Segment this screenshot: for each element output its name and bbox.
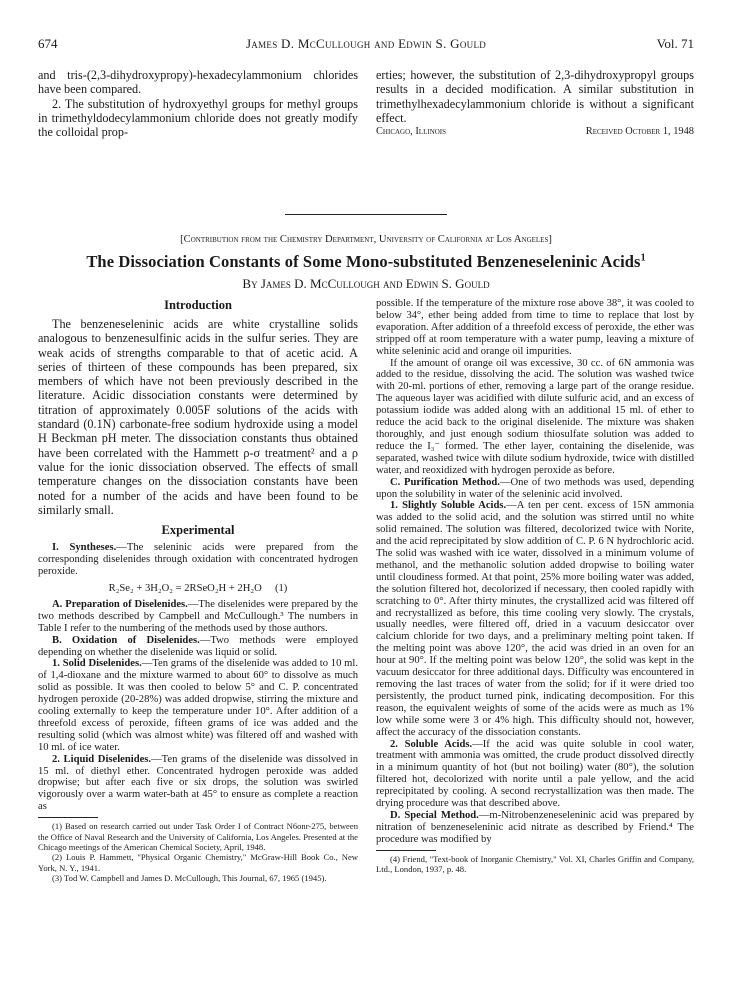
prev-left-para-1: and tris-(2,3-dihydroxypropy)-hexadecylammonium chlorides have been compared. [38,68,358,97]
running-title: James D. McCullough and Edwin S. Gould [245,36,487,51]
right-column [376,298,694,875]
solid-diselenides-para [38,658,358,753]
special-method-text: —m-Nitrobenzeneseleninic acid was prepared by nitration of benzeneseleninic acid nitrate as described by Friend.⁴ The procedure was modified by [376,809,694,845]
purification-para [376,477,694,501]
solid-diselenides-text: —Ten grams of the diselenide was added to 10 ml. of 1,4-dioxane and the mixture warmed to about 60° to dissolve as much solid as possible. It was then cooled to below 5° and C. P. concentrated hydrogen peroxide (20-28%) was added dropwise, stirring the mixture and cooling externally to keep the temperature under 10°. After addition of a threefold excess of peroxide, fifteen grams of ice was added and the resulting solid (which was almost white) was filtered off and washed with 10 ml. of ice water. [38,658,358,753]
byline [38,276,694,292]
article-title-text: The Dissociation Constants of Some Mono-substituted Benzeneseleninic Acids [86,252,641,271]
method-a-label: A. Preparation of Diselenides. [52,598,188,610]
separator-rule [285,214,447,215]
slightly-soluble-text: —A ten per cent. excess of 15N ammonia was added to the solid acid, and the solution was stirred until no white solid remained. The solution was filtered, decolorized twice with Norite, and the acid reprecipitated by slow addition of C. P. 6 N hydrochloric acid. The solid was washed with ice water, dissolved in a minimum volume of methanol, and the methanolic solution added dropwise to boiling water until cloudiness formed. At that point, 25% more boiling water was added, the solution filtered hot, decolorized if necessary, then cooled rapidly with scratching to 0°. After thirty minutes, the crystallized acid was filtered off and recrystallized as before, this time cooling very slowly. The crystals, usually needles, were filtered off, dried in a vacuum desiccator over calcium chloride for two days, and a preliminary melting point taken. If the melting point was above 120°, the acid was dried in an oven for an hour at 90°. If the melting point was below 120°, the solid was kept in the vacuum desiccator for three additional days. Difficulty was encountered in removing the last traces of water from the solid; for if it were dried too persistently, the product turned pink, indicating decomposition. For this reason, the equivalent weights of some of the acids were as much as 1% low while some were 3 or 4% high. This difficulty should not, however, affect the accuracy of the dissociation constants. [376,500,694,738]
prev-right-para: erties; however, the substitution of 2,3-dihydroxypropyl groups results in a decided modification. A similar substitution in trimethylhexadecylammonium chloride is without a significant effect. [376,68,694,125]
right-para-2: If the amount of orange oil was excessive, 30 cc. of 6N ammonia was added to the residue, dissolving the acid. The solution was washed twice with 20-ml. portions of ether, removing a large part of the orange residue. The aqueous layer was acidified with dilute sulfuric acid, and an excess of potassium iodide was added along with an additional 15 ml. of ether to reduce the acid back to the original diselenide. The mixture was shaken thoroughly, and just enough sodium thiosulfate solution was added to reduce the I₃⁻ formed. The ether layer, containing the diselenide, was separated, washed twice with dilute sodium hydroxide, twice with distilled water, and reoxidized with hydrogen peroxide as before. [376,357,694,476]
liquid-diselenides-label: 2. Liquid Diselenides. [52,753,152,765]
prev-article-left [38,68,358,139]
byline-by: By [242,276,258,291]
running-header [38,36,694,56]
prev-left-para-2: 2. The substitution of hydroxyethyl groups for methyl groups in trimethyldodecylammonium chloride does not greatly modify the colloidal prop- [38,96,358,140]
method-a-para [38,599,358,635]
location: Chicago, Illinois [376,126,447,138]
byline-authors: James D. McCullough and Edwin S. Gould [260,276,490,291]
slightly-soluble-label: 1. Slightly Soluble Acids. [390,500,507,512]
purification-label: C. Purification Method. [390,476,500,488]
title-footnote-mark: 1 [640,252,646,264]
method-b-text: —Two methods were employed depending on whether the diselenide was liquid or solid. [38,634,358,658]
purification-text: —One of two methods was used, depending upon the solubility in water of the seleninic acid involved. [376,476,694,500]
footnote-rule-right [376,850,436,851]
right-para-1: possible. If the temperature of the mixture rose above 38°, it was cooled to below 34°, ether being added from time to time to replace that lost by evaporation. After addition of a threefold excess of peroxide, the ether was stripped off at room temperature with a water pump, leaving a mixture of white seleninic acid and orange oil impurities. [376,298,694,357]
solid-diselenides-label: 1. Solid Diselenides. [52,658,142,670]
footnote-4: (4) Friend, "Text-book of Inorganic Chemistry," Vol. XI, Charles Griffin and Company, Ltd., London, 1937, p. 48. [376,853,694,875]
introduction-text: The benzeneseleninic acids are white crystalline solids analogous to benzenesulfinic acids in the sulfur series. They are weak acids of strengths comparable to that of acetic acid. A series of thirteen of these compounds has been prepared, six members of which have not been previously described in the literature. Acidic dissociation constants were determined by titration of approximately 0.005F solutions of the acids with standard (0.1N) carbonate-free sodium hydroxide using a model H Beckman pH meter. The dissociation constants thus obtained have been correlated with the Hammett ρ-σ treatment² and a ρ value for the ionic dissociation observed. The effects of small temperature changes on the dissociation constants have been noted for a number of the acids and have been found to be similarly small. [38,317,358,517]
footnote-rule [38,817,98,818]
volume-number: Vol. 71 [656,36,694,51]
soluble-acids-label: 2. Soluble Acids. [390,738,473,750]
method-b-para [38,635,358,659]
method-a-text: —The diselenides were prepared by the two methods described by Campbell and McCullough.³ The numbers in Table I refer to the numbering of the methods used by those authors. [38,598,358,634]
syntheses-label: I. Syntheses. [52,542,117,554]
special-method-para [376,810,694,846]
special-method-label: D. Special Method. [390,809,479,821]
equation-1 [38,583,358,594]
slightly-soluble-para [376,500,694,738]
page-number: 674 [38,36,58,51]
method-b-label: B. Oxidation of Diselenides. [52,634,200,646]
soluble-acids-text: —If the acid was quite soluble in cool water, treatment with ammonia was omitted, the crude product dissolved directly in a minimum quantity of hot (but not boiling) water (80°), the solution filtered hot, decolorized with norite until a pale yellow, and the acid reprecipitated by cooling. A second recrystallization was then made. The drying procedure was that described above. [376,738,694,810]
liquid-diselenides-para [38,754,358,814]
equation-number: (1) [274,582,288,594]
article-title [20,252,712,272]
experimental-heading: Experimental [161,523,235,538]
equation-text: R₂Se₂ + 3H₂O₂ = 2RSeO₂H + 2H₂O [108,582,262,594]
prev-article-right [376,68,694,139]
syntheses-text: —The seleninic acids were prepared from the corresponding diselenides through oxidation with concentrated hydrogen peroxide. [38,542,359,577]
footnote-3: (3) Tod W. Campbell and James D. McCullough, This Journal, 67, 1965 (1945). [52,873,327,884]
received-line [376,125,694,139]
received-date: Received October 1, 1948 [585,126,694,138]
liquid-diselenides-text: —Ten grams of the diselenide was dissolved in 15 ml. of diethyl ether. Concentrated hydrogen peroxide was added dropwise; but after each five or six drops, the solution was swirled vigorously over a warm water-bath at 45° to ensure as complete a reaction as [38,753,358,813]
introduction-heading: Introduction [164,298,232,312]
soluble-acids-para [376,739,694,810]
footnote-1: (1) Based on research carried out under Task Order I of Contract N6onr-275, between the Office of Naval Research and the University of California, Los Angeles. Presented at the Chicago meetings of the American Chemical Society, April, 1948. [38,821,358,852]
left-column [38,298,358,884]
contribution-line: [Contribution from the Chemistry Department, University of California at Los Angeles] [180,234,552,245]
footnote-2: (2) Louis P. Hammett, "Physical Organic Chemistry," McGraw-Hill Book Co., New York, N. Y., 1941. [38,852,358,873]
syntheses-para [38,542,358,578]
